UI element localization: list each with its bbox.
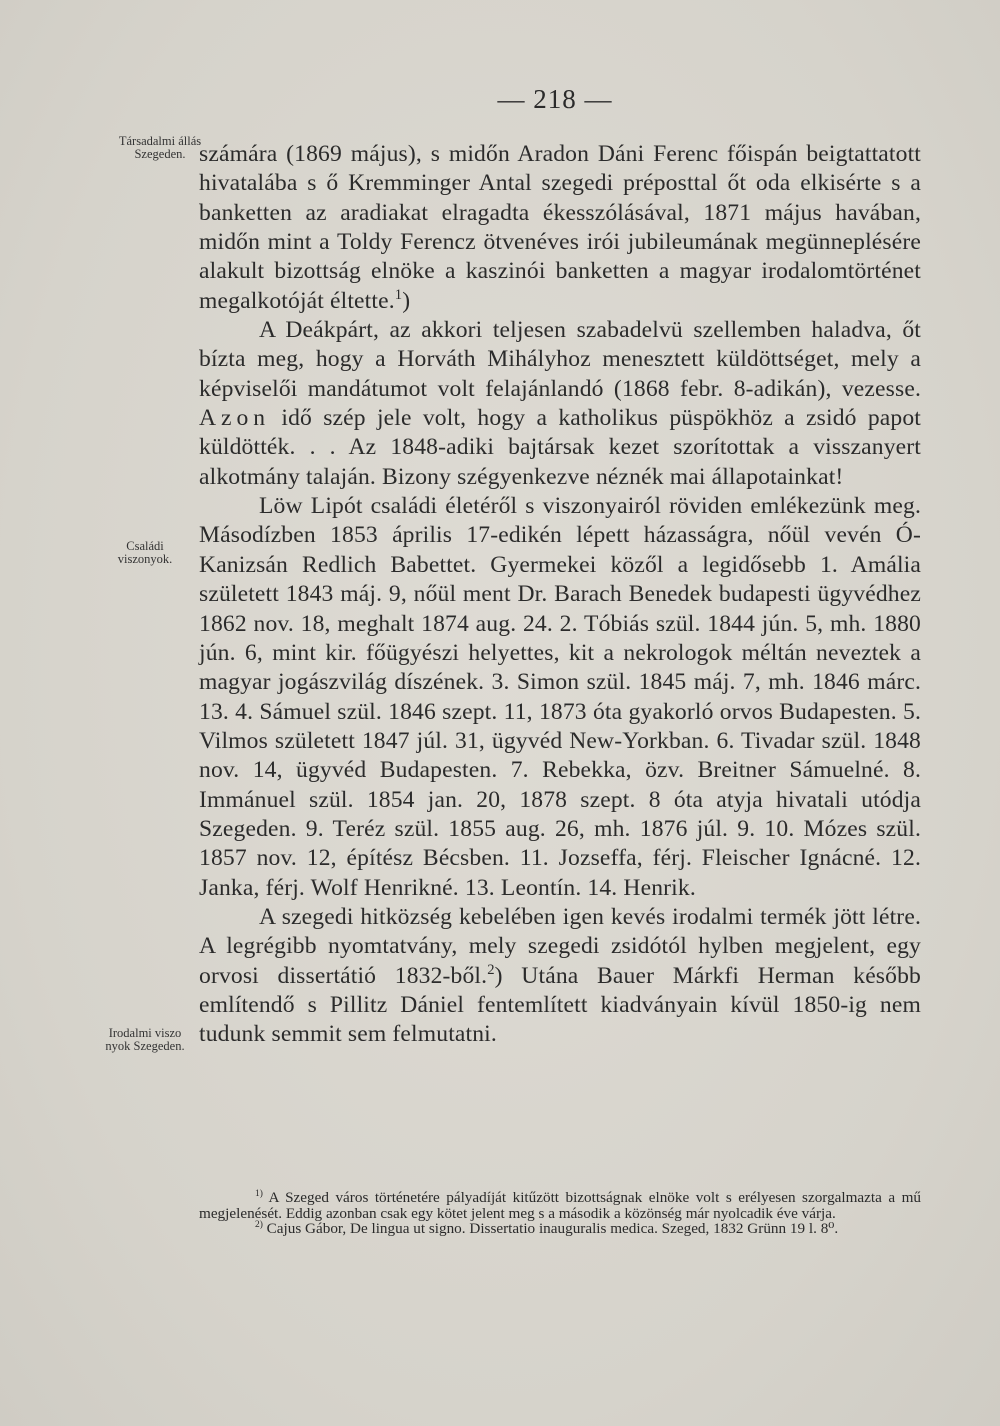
main-text xyxy=(199,140,921,1050)
paragraph-4: A szegedi hitközség kebelében igen kevés irodalmi termék jött létre. A legrégibb nyomtatvány, mely szegedi zsidótól hylben megjelent, egy orvosi dissertátió 1832-ből.$^2$) Utána Bauer Márkfi Herman később említendő s Pillitz Dániel fentemlített kiadványain kívül 1850-ig nem tudunk semmit sem felmutatni. xyxy=(199,903,921,1048)
paragraph-1: számára (1869 május), s midőn Aradon Dáni Ferenc főispán beigtattatott hivatalába s ő Kremminger Antal szegedi préposttal őt oda elkisérte s a banketten az aradiakat elragadta ékesszólásával, 1871 május havában, midőn mint a Toldy Ferencz ötvenéves irói jubileumának megünneplésére alakult bizottság elnöke a kaszinói banketten a magyar irodalomtörténet megalkotóját éltette.$^1$) xyxy=(199,141,921,314)
paragraph-text: számára (1869 május), s midőn Aradon Dáni Ferenc főispán beigtattatott hivatalába s ő Kremminger Antal szegedi préposttal őt oda elkisérte s a banketten az aradiakat elragadta ékesszólásával, 1871 május havában, midőn mint a Toldy Ferencz ötvenéves irói jubileumának megünneplésére alakult bizottság elnöke a kaszinói banketten a magyar irodalomtörténet megalkotóját éltette. xyxy=(199,141,921,314)
paragraph-text: A szegedi hitközség kebelében igen kevés irodalmi termék jött létre. A legrégibb nyomtatvány, mely szegedi zsidótól hylben megjelent, egy orvosi dissertátió 1832-ből. xyxy=(199,903,921,989)
footnotes xyxy=(199,1190,921,1237)
footnote-1 xyxy=(199,1190,921,1221)
margin-note-line: viszonyok. xyxy=(117,552,173,566)
margin-note-family xyxy=(100,540,190,566)
paragraph-text: A Deákpárt, az akkori teljesen szabadelvü szellemben haladva, őt bízta meg, hogy a Horváth Mihályhoz menesztett küldöttséget, mely a képviselői mandátumot volt felajánlandó (1868 febr. 8-adikán), vezesse. xyxy=(199,317,921,402)
margin-note-social-status xyxy=(114,135,206,161)
margin-note-line: Családi xyxy=(126,539,164,553)
paragraph-text: idő szép jele volt, hogy a katholikus püspökhöz a zsidó papot küldötték. . . Az 1848-adiki bajtársak kezet szorítottak a visszanyert alkotmány talaján. Bizony szégyenkezve néznék mai állapotainkat! xyxy=(199,405,921,490)
page-number: — 218 — xyxy=(497,84,613,114)
paragraph-2 xyxy=(199,316,921,492)
footnote-ref-1: 1 xyxy=(394,286,403,303)
paragraph-3 xyxy=(199,492,921,903)
footnote-text: A Szeged város történetére pályadíját kitűzött bizottságnak elnöke volt s erélyesen szorgalmazta a mű megjelenését. Eddig azonban csak egy kötet jelent meg s a második a közönség már nyolcadik éve várja. xyxy=(199,1189,921,1222)
margin-note-literary xyxy=(86,1027,204,1053)
margin-note-line: Szegeden. xyxy=(134,147,186,161)
paragraph-text: Utána Bauer Márkfi Herman később említendő s Pillitz Dániel fentemlített kiadványain kívül 1850-ig nem tudunk semmit sem felmutatni. xyxy=(199,962,921,1048)
footnote-mark: 1) xyxy=(255,1188,263,1199)
spaced-word: Azon xyxy=(199,405,271,432)
margin-note-line: Társadalmi állás xyxy=(118,134,202,148)
footnote-ref-2: 2 xyxy=(487,961,495,978)
paragraph-text: Löw Lipót családi életéről s viszonyairól röviden emlékezünk meg. Másodízben 1853 április 17-edikén lépett házasságra, nőül vevén Ó-Kanizsán Redlich Babettet. Gyermekei közől a legidősebb 1. Amália született 1843 máj. 9, nőül ment Dr. Barach Benedek budapesti ügyvédhez 1862 nov. 18, meghalt 1874 aug. 24. 2. Tóbiás szül. 1844 jún. 5, mh. 1880 jún. 6, mint kir. főügyészi helyettes, kit a nekrologok méltán neveztek a magyar jogászvilág díszének. 3. Simon szül. 1845 máj. 7, mh. 1846 márc. 13. 4. Sámuel szül. 1846 szept. 11, 1873 óta gyakorló orvos Budapesten. 5. Vilmos született 1847 júl. 31, ügyvéd New-Yorkban. 6. Tivadar szül. 1848 nov. 14, ügyvéd Budapesten. 7. Rebekka, özv. Breitner Sámuelné. 8. Immánuel szül. 1854 jan. 20, 1878 szept. 8 óta atyja hivatali utódja Szegeden. 9. Teréz szül. 1855 aug. 26, mh. 1876 júl. 9. 10. Mózes szül. 1857 nov. 12, építész Bécsben. 11. Jozseffa, férj. Fleischer Ignácné. 12. Janka, férj. Wolf Henrikné. 13. Leontín. 14. Henrik. xyxy=(199,493,921,901)
footnote-mark: 2) xyxy=(255,1219,263,1230)
footnote-text: Cajus Gábor, De lingua ut signo. Dissertatio inauguralis medica. Szeged, 1832 Grünn 19 l. 8⁰. xyxy=(266,1220,839,1237)
margin-note-line: nyok Szegeden. xyxy=(105,1039,185,1053)
margin-note-line: Irodalmi viszo xyxy=(108,1026,182,1040)
footnote-2 xyxy=(199,1221,921,1237)
